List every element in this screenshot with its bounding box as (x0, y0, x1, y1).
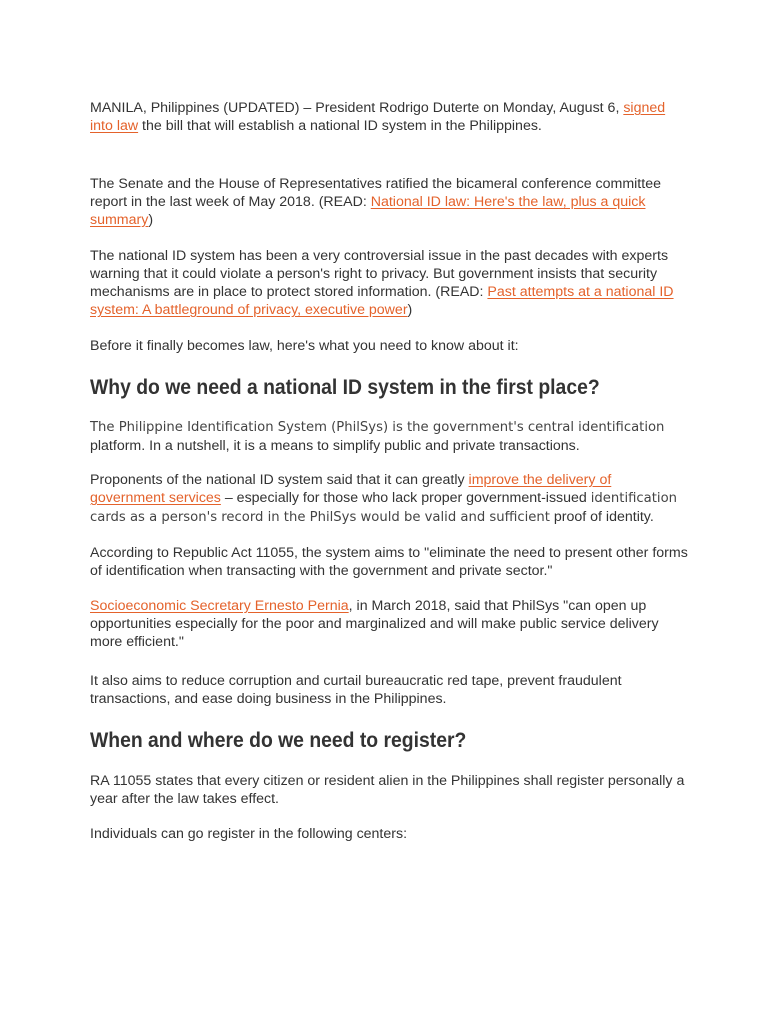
text-segment: ) (148, 212, 154, 228)
paragraph-ra11055: According to Republic Act 11055, the system aims to "eliminate the need to present other forms of identification when transacting with the government and private sector." (90, 545, 688, 579)
article-body (90, 99, 690, 843)
paragraph-register: RA 11055 states that every citizen or resident alien in the Philippines shall register personally a year after the law takes effect. (90, 773, 685, 807)
text-segment: proof of identity. (549, 509, 654, 525)
paragraph-philsys (90, 418, 690, 455)
text-segment: platform. In a nutshell, it is a means to simplify public and private transactions. (90, 438, 580, 454)
paragraph-senate (90, 175, 690, 229)
paragraph-intro: Before it finally becomes law, here's what you need to know about it: (90, 338, 519, 354)
paragraph-centers: Individuals can go register in the following centers: (90, 826, 408, 842)
paragraph-corruption: It also aims to reduce corruption and curtail bureaucratic red tape, prevent fraudulent transactions, and ease doing business in the Philippines. (90, 673, 622, 707)
text-segment: MANILA, Philippines (UPDATED) – President Rodrigo Duterte on Monday, August 6, (90, 100, 624, 116)
text-segment: The Philippine Identification System (PhilSys) is the government's central identification (90, 420, 665, 435)
text-segment: The Senate and the House of Representatives ratified the bicameral conference committee report in the last week of May 2018. (READ: (90, 176, 661, 210)
text-segment: Proponents of the national ID system said that it can greatly (90, 472, 469, 488)
paragraph-pernia (90, 597, 690, 651)
heading-register: When and where do we need to register? (90, 728, 467, 752)
text-segment: The national ID system has been a very controversial issue in the past decades with experts warning that it could violate a person's right to privacy. But government insists that security mechanisms are in place to protect stored information. (READ: (90, 248, 669, 300)
text-segment: , in March 2018, said that PhilSys "can open up opportunities especially for the poor and marginalized and will make public service delivery more efficient." (90, 598, 659, 650)
pernia-link[interactable]: Socioeconomic Secretary Ernesto Pernia (90, 598, 349, 614)
text-segment: identification cards as a person's record in the PhilSys would be valid and sufficient (90, 491, 678, 525)
lead-paragraph (90, 99, 690, 135)
paragraph-controversy (90, 247, 690, 319)
paragraph-proponents (90, 471, 690, 527)
national-id-law-link[interactable]: National ID law: Here's the law, plus a quick summary (90, 194, 646, 228)
text-segment: – especially for those who lack proper government-issued (220, 490, 591, 506)
text-segment: the bill that will establish a national ID system in the Philippines. (138, 118, 542, 134)
past-attempts-link[interactable]: Past attempts at a national ID system: A battleground of privacy, executive power (90, 284, 674, 318)
improve-delivery-link[interactable]: improve the delivery of government services (90, 472, 612, 506)
text-segment: ) (407, 302, 413, 318)
signed-into-law-link[interactable]: signed into law (90, 100, 666, 134)
heading-why: Why do we need a national ID system in the first place? (90, 375, 600, 399)
